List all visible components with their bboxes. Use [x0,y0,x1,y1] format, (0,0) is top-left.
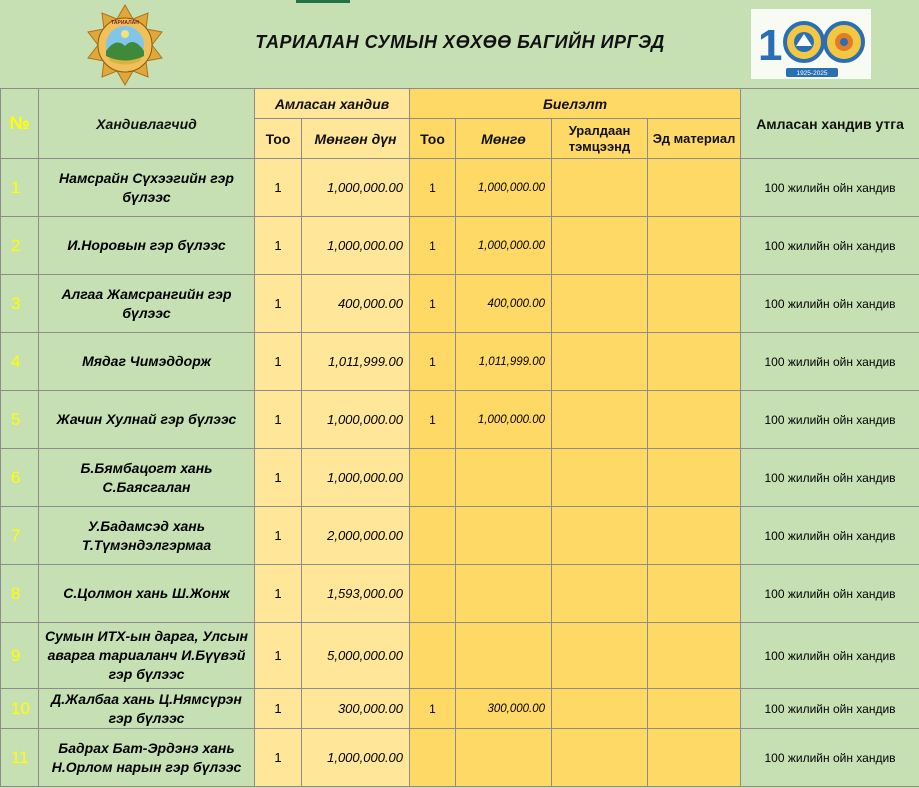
fulfilled-qty[interactable]: 1 [410,333,456,391]
table-row [1,159,919,217]
fulfilled-qty[interactable]: 1 [410,689,456,729]
header-fulfilled-qty[interactable]: Тоо [410,119,456,159]
row-number[interactable]: 2 [1,217,39,275]
donor-name[interactable]: С.Цолмон хань Ш.Жонж [39,565,255,623]
fulfilled-qty[interactable]: 1 [410,391,456,449]
pledged-amount[interactable]: 1,011,999.00 [302,333,410,391]
donor-name[interactable]: У.Бадамсэд хань Т.Түмэндэлгэрмаа [39,507,255,565]
donor-name[interactable]: И.Норовын гэр бүлээс [39,217,255,275]
donor-name[interactable]: Бадрах Бат-Эрдэнэ хань Н.Орлом нарын гэр бүлээс [39,729,255,787]
table-row [1,507,919,565]
material-cell[interactable] [648,729,741,787]
selected-column-marker [296,0,350,3]
header-fulfilled-money[interactable]: Мөнгө [456,119,552,159]
pledged-qty[interactable]: 1 [255,689,302,729]
competition-cell[interactable] [552,275,648,333]
pledged-qty[interactable]: 1 [255,449,302,507]
table-row [1,333,919,391]
table-row [1,275,919,333]
competition-cell[interactable] [552,159,648,217]
fulfilled-qty[interactable] [410,623,456,689]
donation-purpose[interactable]: 100 жилийн ойн хандив [741,217,919,275]
row-number[interactable]: 11 [1,729,39,787]
table-row [1,391,919,449]
material-cell[interactable] [648,507,741,565]
anniversary-100-logo [750,8,872,80]
fulfilled-money[interactable] [456,507,552,565]
donor-name[interactable]: Намсрайн Сүхээгийн гэр бүлээс [39,159,255,217]
header-donors[interactable]: Хандивлагчид [39,89,255,159]
competition-cell[interactable] [552,333,648,391]
table-row [1,689,919,729]
fulfilled-money[interactable]: 400,000.00 [456,275,552,333]
pledged-qty[interactable]: 1 [255,623,302,689]
header-material[interactable]: Эд материал [648,119,741,159]
row-number[interactable]: 9 [1,623,39,689]
donations-table [0,88,919,787]
competition-cell[interactable] [552,623,648,689]
donation-purpose[interactable]: 100 жилийн ойн хандив [741,565,919,623]
fulfilled-money[interactable]: 1,000,000.00 [456,391,552,449]
donation-purpose[interactable]: 100 жилийн ойн хандив [741,449,919,507]
donation-purpose[interactable]: 100 жилийн ойн хандив [741,507,919,565]
donor-name[interactable]: Жачин Хулнай гэр бүлээс [39,391,255,449]
pledged-amount[interactable]: 1,000,000.00 [302,159,410,217]
sheet-title: ТАРИАЛАН СУМЫН ХӨХӨӨ БАГИЙН ИРГЭД [255,32,665,52]
donation-purpose[interactable]: 100 жилийн ойн хандив [741,729,919,787]
row-number[interactable]: 4 [1,333,39,391]
header-competition[interactable]: Уралдаан тэмцээнд [552,119,648,159]
pledged-qty[interactable]: 1 [255,275,302,333]
header-pledged[interactable]: Амласан хандив [255,89,410,119]
pledged-amount[interactable]: 1,000,000.00 [302,391,410,449]
pledged-amount[interactable]: 1,593,000.00 [302,565,410,623]
table-row [1,217,919,275]
row-number[interactable]: 8 [1,565,39,623]
competition-cell[interactable] [552,729,648,787]
competition-cell[interactable] [552,217,648,275]
row-number[interactable]: 6 [1,449,39,507]
row-number[interactable]: 10 [1,689,39,729]
fulfilled-qty[interactable] [410,565,456,623]
header-pledged-amount[interactable]: Мөнгөн дүн [302,119,410,159]
competition-cell[interactable] [552,391,648,449]
pledged-qty[interactable]: 1 [255,159,302,217]
donation-purpose[interactable]: 100 жилийн ойн хандив [741,275,919,333]
material-cell[interactable] [648,275,741,333]
fulfilled-money[interactable]: 300,000.00 [456,689,552,729]
fulfilled-money[interactable]: 1,000,000.00 [456,217,552,275]
row-number[interactable]: 5 [1,391,39,449]
header-number[interactable]: № [1,89,39,159]
material-cell[interactable] [648,391,741,449]
material-cell[interactable] [648,217,741,275]
competition-cell[interactable] [552,565,648,623]
donor-name[interactable]: Д.Жалбаа хань Ц.Нямсүрэн гэр бүлээс [39,689,255,729]
table-row [1,449,919,507]
pledged-amount[interactable]: 1,000,000.00 [302,217,410,275]
donor-name[interactable]: Мядаг Чимэддорж [39,333,255,391]
pledged-amount[interactable]: 5,000,000.00 [302,623,410,689]
header-purpose[interactable]: Амласан хандив утга [741,89,919,159]
pledged-qty[interactable]: 1 [255,333,302,391]
pledged-amount[interactable]: 1,000,000.00 [302,729,410,787]
logo-left-text: ТАРИАЛАН [111,20,139,26]
pledged-amount[interactable]: 400,000.00 [302,275,410,333]
material-cell[interactable] [648,623,741,689]
title-row[interactable] [0,0,919,89]
fulfilled-qty[interactable] [410,449,456,507]
pledged-amount[interactable]: 1,000,000.00 [302,449,410,507]
pledged-qty[interactable]: 1 [255,565,302,623]
row-number[interactable]: 7 [1,507,39,565]
pledged-amount[interactable]: 300,000.00 [302,689,410,729]
donor-name[interactable]: Алгаа Жамсрангийн гэр бүлээс [39,275,255,333]
material-cell[interactable] [648,333,741,391]
material-cell[interactable] [648,449,741,507]
fulfilled-money[interactable] [456,565,552,623]
table-row [1,623,919,689]
pledged-qty[interactable]: 1 [255,729,302,787]
competition-cell[interactable] [552,449,648,507]
fulfilled-money[interactable]: 1,011,999.00 [456,333,552,391]
pledged-qty[interactable]: 1 [255,507,302,565]
fulfilled-qty[interactable] [410,729,456,787]
pledged-qty[interactable]: 1 [255,391,302,449]
pledged-amount[interactable]: 2,000,000.00 [302,507,410,565]
donation-purpose[interactable]: 100 жилийн ойн хандив [741,623,919,689]
donor-name[interactable]: Сумын ИТХ-ын дарга, Улсын аварга тариаланч И.Бүүвэй гэр бүлээс [39,623,255,689]
row-number[interactable]: 3 [1,275,39,333]
competition-cell[interactable] [552,689,648,729]
material-cell[interactable] [648,565,741,623]
fulfilled-qty[interactable]: 1 [410,275,456,333]
fulfilled-qty[interactable]: 1 [410,217,456,275]
svg-text:1: 1 [758,21,783,70]
competition-cell[interactable] [552,507,648,565]
donation-purpose[interactable]: 100 жилийн ойн хандив [741,391,919,449]
donation-purpose[interactable]: 100 жилийн ойн хандив [741,333,919,391]
row-number[interactable]: 1 [1,159,39,217]
donation-purpose[interactable]: 100 жилийн ойн хандив [741,159,919,217]
fulfilled-qty[interactable] [410,507,456,565]
donation-purpose[interactable]: 100 жилийн ойн хандив [741,689,919,729]
header-pledged-qty[interactable]: Тоо [255,119,302,159]
table-row [1,729,919,787]
table-row [1,565,919,623]
fulfilled-money[interactable] [456,449,552,507]
pledged-qty[interactable]: 1 [255,217,302,275]
donor-name[interactable]: Б.Бямбацогт хань С.Баясгалан [39,449,255,507]
material-cell[interactable] [648,159,741,217]
fulfilled-qty[interactable]: 1 [410,159,456,217]
logo-right-years: 1925-2025 [796,70,828,77]
fulfilled-money[interactable] [456,729,552,787]
fulfilled-money[interactable] [456,623,552,689]
header-fulfilled[interactable]: Биелэлт [410,89,741,119]
material-cell[interactable] [648,689,741,729]
fulfilled-money[interactable]: 1,000,000.00 [456,159,552,217]
